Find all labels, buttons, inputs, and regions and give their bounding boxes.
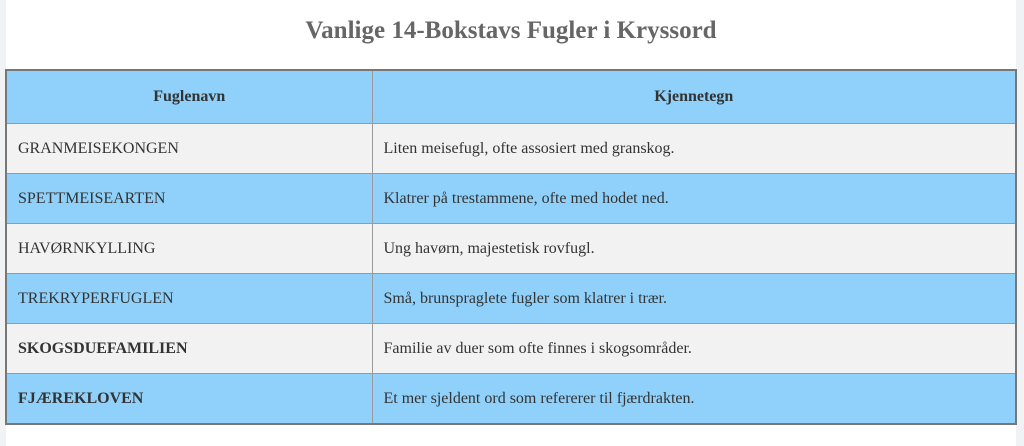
table-row <box>6 224 1016 274</box>
bird-name: HAVØRNKYLLING <box>6 224 372 274</box>
bird-description: Et mer sjeldent ord som refererer til fjærdrakten. <box>372 374 1016 425</box>
table-row <box>6 174 1016 224</box>
table-header-row <box>6 70 1016 124</box>
birds-table <box>5 69 1017 425</box>
bird-description: Små, brunspraglete fugler som klatrer i trær. <box>372 274 1016 324</box>
table-row <box>6 124 1016 174</box>
bird-description: Familie av duer som ofte finnes i skogsområder. <box>372 324 1016 374</box>
bird-description: Klatrer på trestammene, ofte med hodet ned. <box>372 174 1016 224</box>
bird-name: FJÆREKLOVEN <box>6 374 372 425</box>
bird-name: TREKRYPERFUGLEN <box>6 274 372 324</box>
column-header-description: Kjennetegn <box>372 70 1016 124</box>
table-row <box>6 274 1016 324</box>
bird-name: SKOGSDUEFAMILIEN <box>6 324 372 374</box>
right-margin <box>1016 0 1024 446</box>
bird-description: Ung havørn, majestetisk rovfugl. <box>372 224 1016 274</box>
bird-name: SPETTMEISEARTEN <box>6 174 372 224</box>
bird-name: GRANMEISEKONGEN <box>6 124 372 174</box>
column-header-name: Fuglenavn <box>6 70 372 124</box>
bird-description: Liten meisefugl, ofte assosiert med granskog. <box>372 124 1016 174</box>
page-title: Vanlige 14-Bokstavs Fugler i Kryssord <box>305 17 717 44</box>
table-row <box>6 324 1016 374</box>
table-row <box>6 374 1016 425</box>
